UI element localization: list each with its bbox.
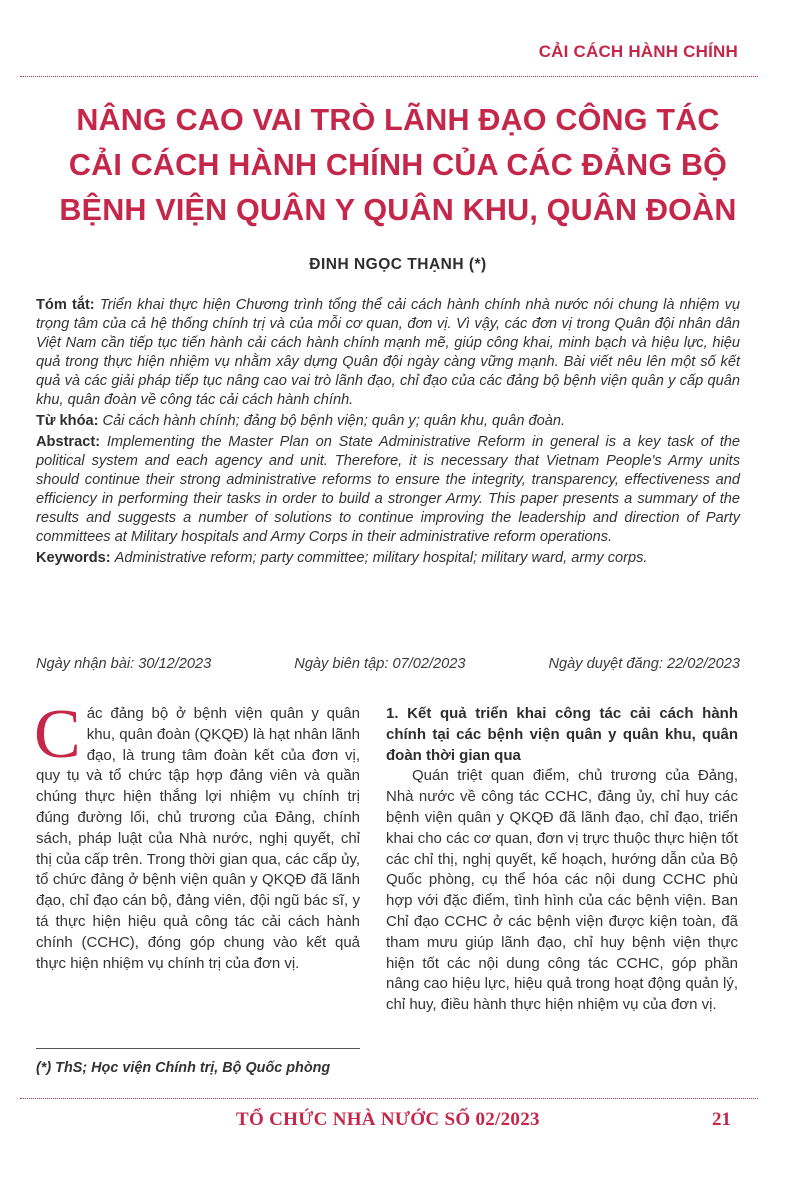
date-edited: Ngày biên tập: 07/02/2023 — [294, 656, 466, 672]
keywords-en-paragraph — [36, 549, 740, 568]
article-dates — [36, 656, 740, 672]
abstract-paragraph — [36, 433, 740, 547]
date-received: Ngày nhận bài: 30/12/2023 — [36, 656, 212, 672]
abstract-label: Abstract: — [36, 434, 101, 450]
body-right-text: Quán triệt quan điểm, chủ trương của Đảng, Nhà nước về công tác CCHC, đảng ủy, chỉ huy các bệnh viện quân y QKQĐ đã lãnh đạo, chỉ đạo, triển khai cho các cơ quan, đơn vị trực thuộc thực hiện tốt các chỉ thị, nghị quyết, kế hoạch, hướng dẫn của Bộ Quốc phòng, cụ thể hóa các nội dung CCHC phù hợp với đặc điểm, tình hình của các bệnh viện. Ban Chỉ đạo CCHC ở các bệnh viện được kiện toàn, đã tham mưu giúp lãnh đạo, chỉ huy bệnh viện thực hiện tốt các nội dung công tác CCHC, góp phần nâng cao hiệu lực, hiệu quả trong hoạt động quản lý, chỉ huy, điều hành thực hiện nhiệm vụ của đơn vị. — [386, 767, 738, 1014]
body-left-column — [34, 696, 360, 974]
summary-text: Triển khai thực hiện Chương trình tổng thể cải cách hành chính nhà nước nói chung là nhiệm vụ trọng tâm của cả hệ thống chính trị và của mỗi cơ quan, đơn vị. Vì vậy, các đơn vị trong Quân đội nhân dân Việt Nam cần tiếp tục tiến hành cải cách hành chính mạnh mẽ, giúp công khai, minh bạch và hiệu lực, hiệu quả trong thực hiện nhiệm vụ nhằm xây dựng Quân đội ngày càng vững mạnh. Bài viết nêu lên một số kết quả và các giải pháp tiếp tục nâng cao vai trò lãnh đạo, chỉ đạo của các đảng bộ bệnh viện quân y cấp quân khu, quân đoàn về công tác cải cách hành chính. — [36, 297, 741, 408]
body-left-text: ác đảng bộ ở bệnh viện quân y quân khu, quân đoàn (QKQĐ) là hạt nhân lãnh đạo, là trung tâm đoàn kết của đơn vị, quy tụ và tổ chức tập hợp đảng viên và quần chúng thực hiện thắng lợi nhiệm vụ chính trị đúng đường lối, chủ trương của Đảng, chính sách, pháp luật của Nhà nước, nghị quyết, chỉ thị của cấp trên. Trong thời gian qua, các cấp ủy, tổ chức đảng ở bệnh viện quân y QKQĐ đã lãnh đạo, chỉ đạo cán bộ, đảng viên, đội ngũ bác sĩ, y tá thực hiện hiệu quả công tác cải cách hành chính (CCHC), đóng góp chung vào kết quả thực hiện nhiệm vụ chính trị của đơn vị. — [36, 705, 360, 972]
abstract-text: Implementing the Master Plan on State Administrative Reform in general is a key task of the political system and each agency and unit. Therefore, it is necessary that Vietnam People's Army units should continue their strong administrative reforms to ensure the integrity, transparency, effectiveness and efficiency in performing their tasks in order to build a stronger Army. This paper presents a summary of the results and suggests a number of solutions to continue improving the leadership and direction of Party committees at Military hospitals and Army Corps in their administrative reform operations. — [36, 434, 740, 545]
summary-label: Tóm tắt: — [36, 297, 95, 313]
author-name: ĐINH NGỌC THẠNH (*) — [309, 256, 487, 273]
section-heading: 1. Kết quả triển khai công tác cải cách hành chính tại các bệnh viện quân y quân khu, quân đoàn thời gian qua — [386, 705, 738, 764]
author-footnote: (*) ThS; Học viện Chính trị, Bộ Quốc phòng — [36, 1060, 331, 1076]
title-line-1: NÂNG CAO VAI TRÒ LÃNH ĐẠO CÔNG TÁC — [76, 103, 720, 137]
summary-paragraph — [36, 296, 740, 410]
article-title — [30, 98, 766, 233]
header-rule — [20, 76, 758, 77]
journal-name: TỔ CHỨC NHÀ NƯỚC SỐ 02/2023 — [236, 1109, 540, 1130]
dropcap: C — [34, 696, 81, 773]
abstract-block — [36, 296, 740, 570]
keywords-en-text: Administrative reform; party committee; military hospital; military ward, army corps. — [114, 550, 648, 566]
date-approved: Ngày duyệt đăng: 22/02/2023 — [548, 656, 740, 672]
page-number: 21 — [712, 1109, 731, 1130]
keywords-vi-label: Từ khóa: — [36, 413, 99, 429]
title-line-3: BỆNH VIỆN QUÂN Y QUÂN KHU, QUÂN ĐOÀN — [59, 193, 737, 227]
keywords-en-label: Keywords: — [36, 550, 111, 566]
keywords-vi-paragraph — [36, 412, 740, 431]
body-right-column — [386, 704, 738, 1016]
footer-rule — [20, 1098, 758, 1099]
title-line-2: CẢI CÁCH HÀNH CHÍNH CỦA CÁC ĐẢNG BỘ — [68, 148, 728, 182]
keywords-vi-text: Cải cách hành chính; đảng bộ bệnh viện; quân y; quân khu, quân đoàn. — [102, 413, 566, 429]
footnote-rule — [36, 1048, 360, 1049]
section-label: CẢI CÁCH HÀNH CHÍNH — [538, 42, 738, 61]
